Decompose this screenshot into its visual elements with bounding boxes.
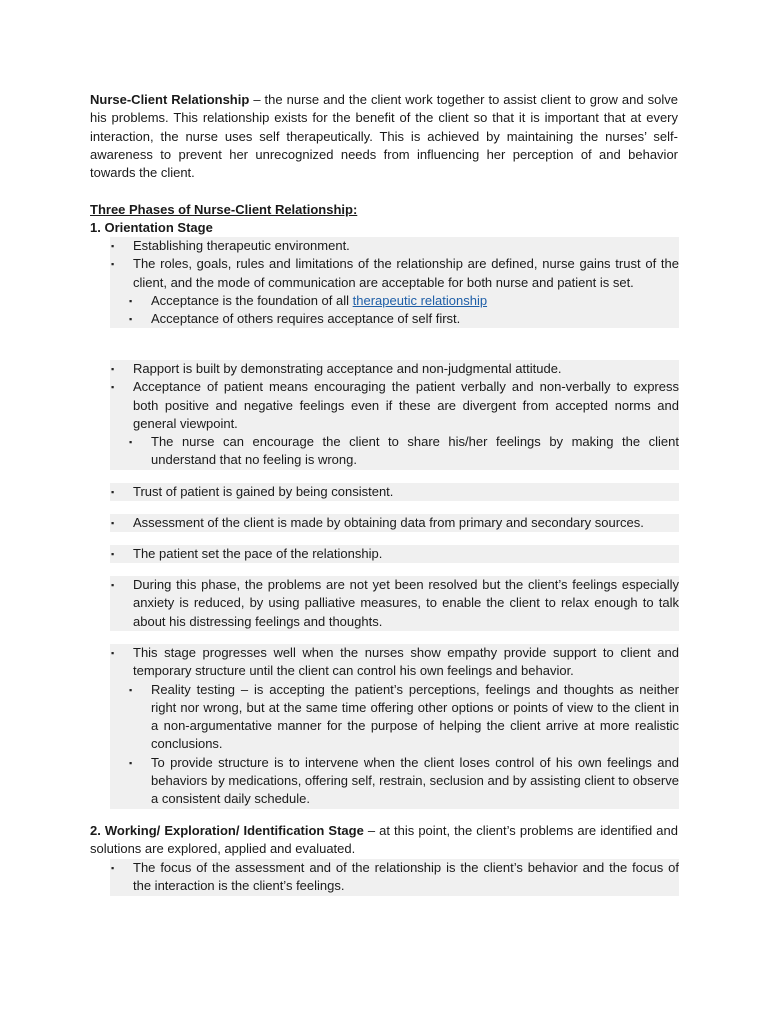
phase1-heading: 1. Orientation Stage [90, 220, 213, 235]
phase1-block-3 [110, 483, 679, 501]
list-item: ▪ The patient set the pace of the relationship. [111, 546, 383, 561]
phase2-block [110, 859, 679, 896]
list-item: ▪ The roles, goals, rules and limitations of the relationship are defined, nurse gains trust of the client, and the mode of communication are acceptable for both nurse and patient is set. [111, 256, 679, 290]
phases-heading: Three Phases of Nurse-Client Relationship: [90, 202, 358, 217]
phase1-block-6 [110, 576, 679, 631]
sub-list-item: ▪ The nurse can encourage the client to share his/her feelings by making the client understand that no feeling is wrong. [129, 434, 679, 468]
phase1-block-7 [110, 644, 679, 809]
therapeutic-relationship-link[interactable]: therapeutic relationship [352, 292, 488, 308]
sub-list-item: ▪ To provide structure is to intervene when the client loses control of his own feelings and behaviors by medications, offering self, restrain, seclusion and by assisting client to observe a consistent daily schedule. [129, 754, 679, 807]
list-item: ▪ During this phase, the problems are not yet been resolved but the client’s feelings especially anxiety is reduced, by using palliative measures, to enable the client to relax enough to talk about his distressing feelings and thoughts. [111, 577, 679, 629]
intro-text: – the nurse and the client work together to assist client to grow and solve his problems. This relationship exists for the benefit of the client so that it is important that at every interaction, the nurse uses self therapeutically. This is achieved by maintaining the nurses’ self-awareness to prevent her unrecognized needs from influencing her perception of and behavior towards the client. [90, 92, 678, 181]
list-item: ▪ The focus of the assessment and of the relationship is the client’s behavior and the focus of the interaction is the client’s feelings. [111, 860, 679, 894]
phase2-text: – at this point, the client’s problems are identified and solutions are explored, applied and evaluated. [90, 823, 678, 857]
list-item: ▪ Establishing therapeutic environment. [111, 238, 350, 253]
list-item: ▪ Acceptance of patient means encouraging the patient verbally and non-verbally to express both positive and negative feelings even if these are divergent from accepted norms and general viewpoint. [111, 379, 679, 431]
phase1-block-2 [110, 360, 679, 470]
list-item: ▪ Trust of patient is gained by being consistent. [111, 484, 394, 499]
phase1-block-1 [110, 237, 679, 328]
phase2-paragraph [90, 822, 678, 859]
sub-list-item: ▪ Reality testing – is accepting the patient’s perceptions, feelings and thoughts as neither right nor wrong, but at the same time offering other options or points of view to the client in a non-argumentative manner for the purpose of helping the client arrive at more realistic conclusions. [129, 681, 679, 752]
phase2-heading: 2. Working/ Exploration/ Identification Stage [90, 823, 364, 838]
intro-term: Nurse-Client Relationship [90, 92, 250, 107]
sub-list-item: ▪ Acceptance is the foundation of all therapeutic relationship [129, 292, 488, 308]
phase1-block-5 [110, 545, 679, 563]
list-item: ▪ Assessment of the client is made by obtaining data from primary and secondary sources. [111, 515, 644, 530]
phase1-block-4 [110, 514, 679, 532]
list-item: ▪ Rapport is built by demonstrating acceptance and non-judgmental attitude. [111, 361, 562, 376]
intro-paragraph [90, 91, 678, 182]
sub-list-item: ▪ Acceptance of others requires acceptance of self first. [129, 311, 461, 327]
list-item: ▪ This stage progresses well when the nurses show empathy provide support to client and temporary structure until the client can control his own feelings and behavior. [111, 645, 679, 679]
